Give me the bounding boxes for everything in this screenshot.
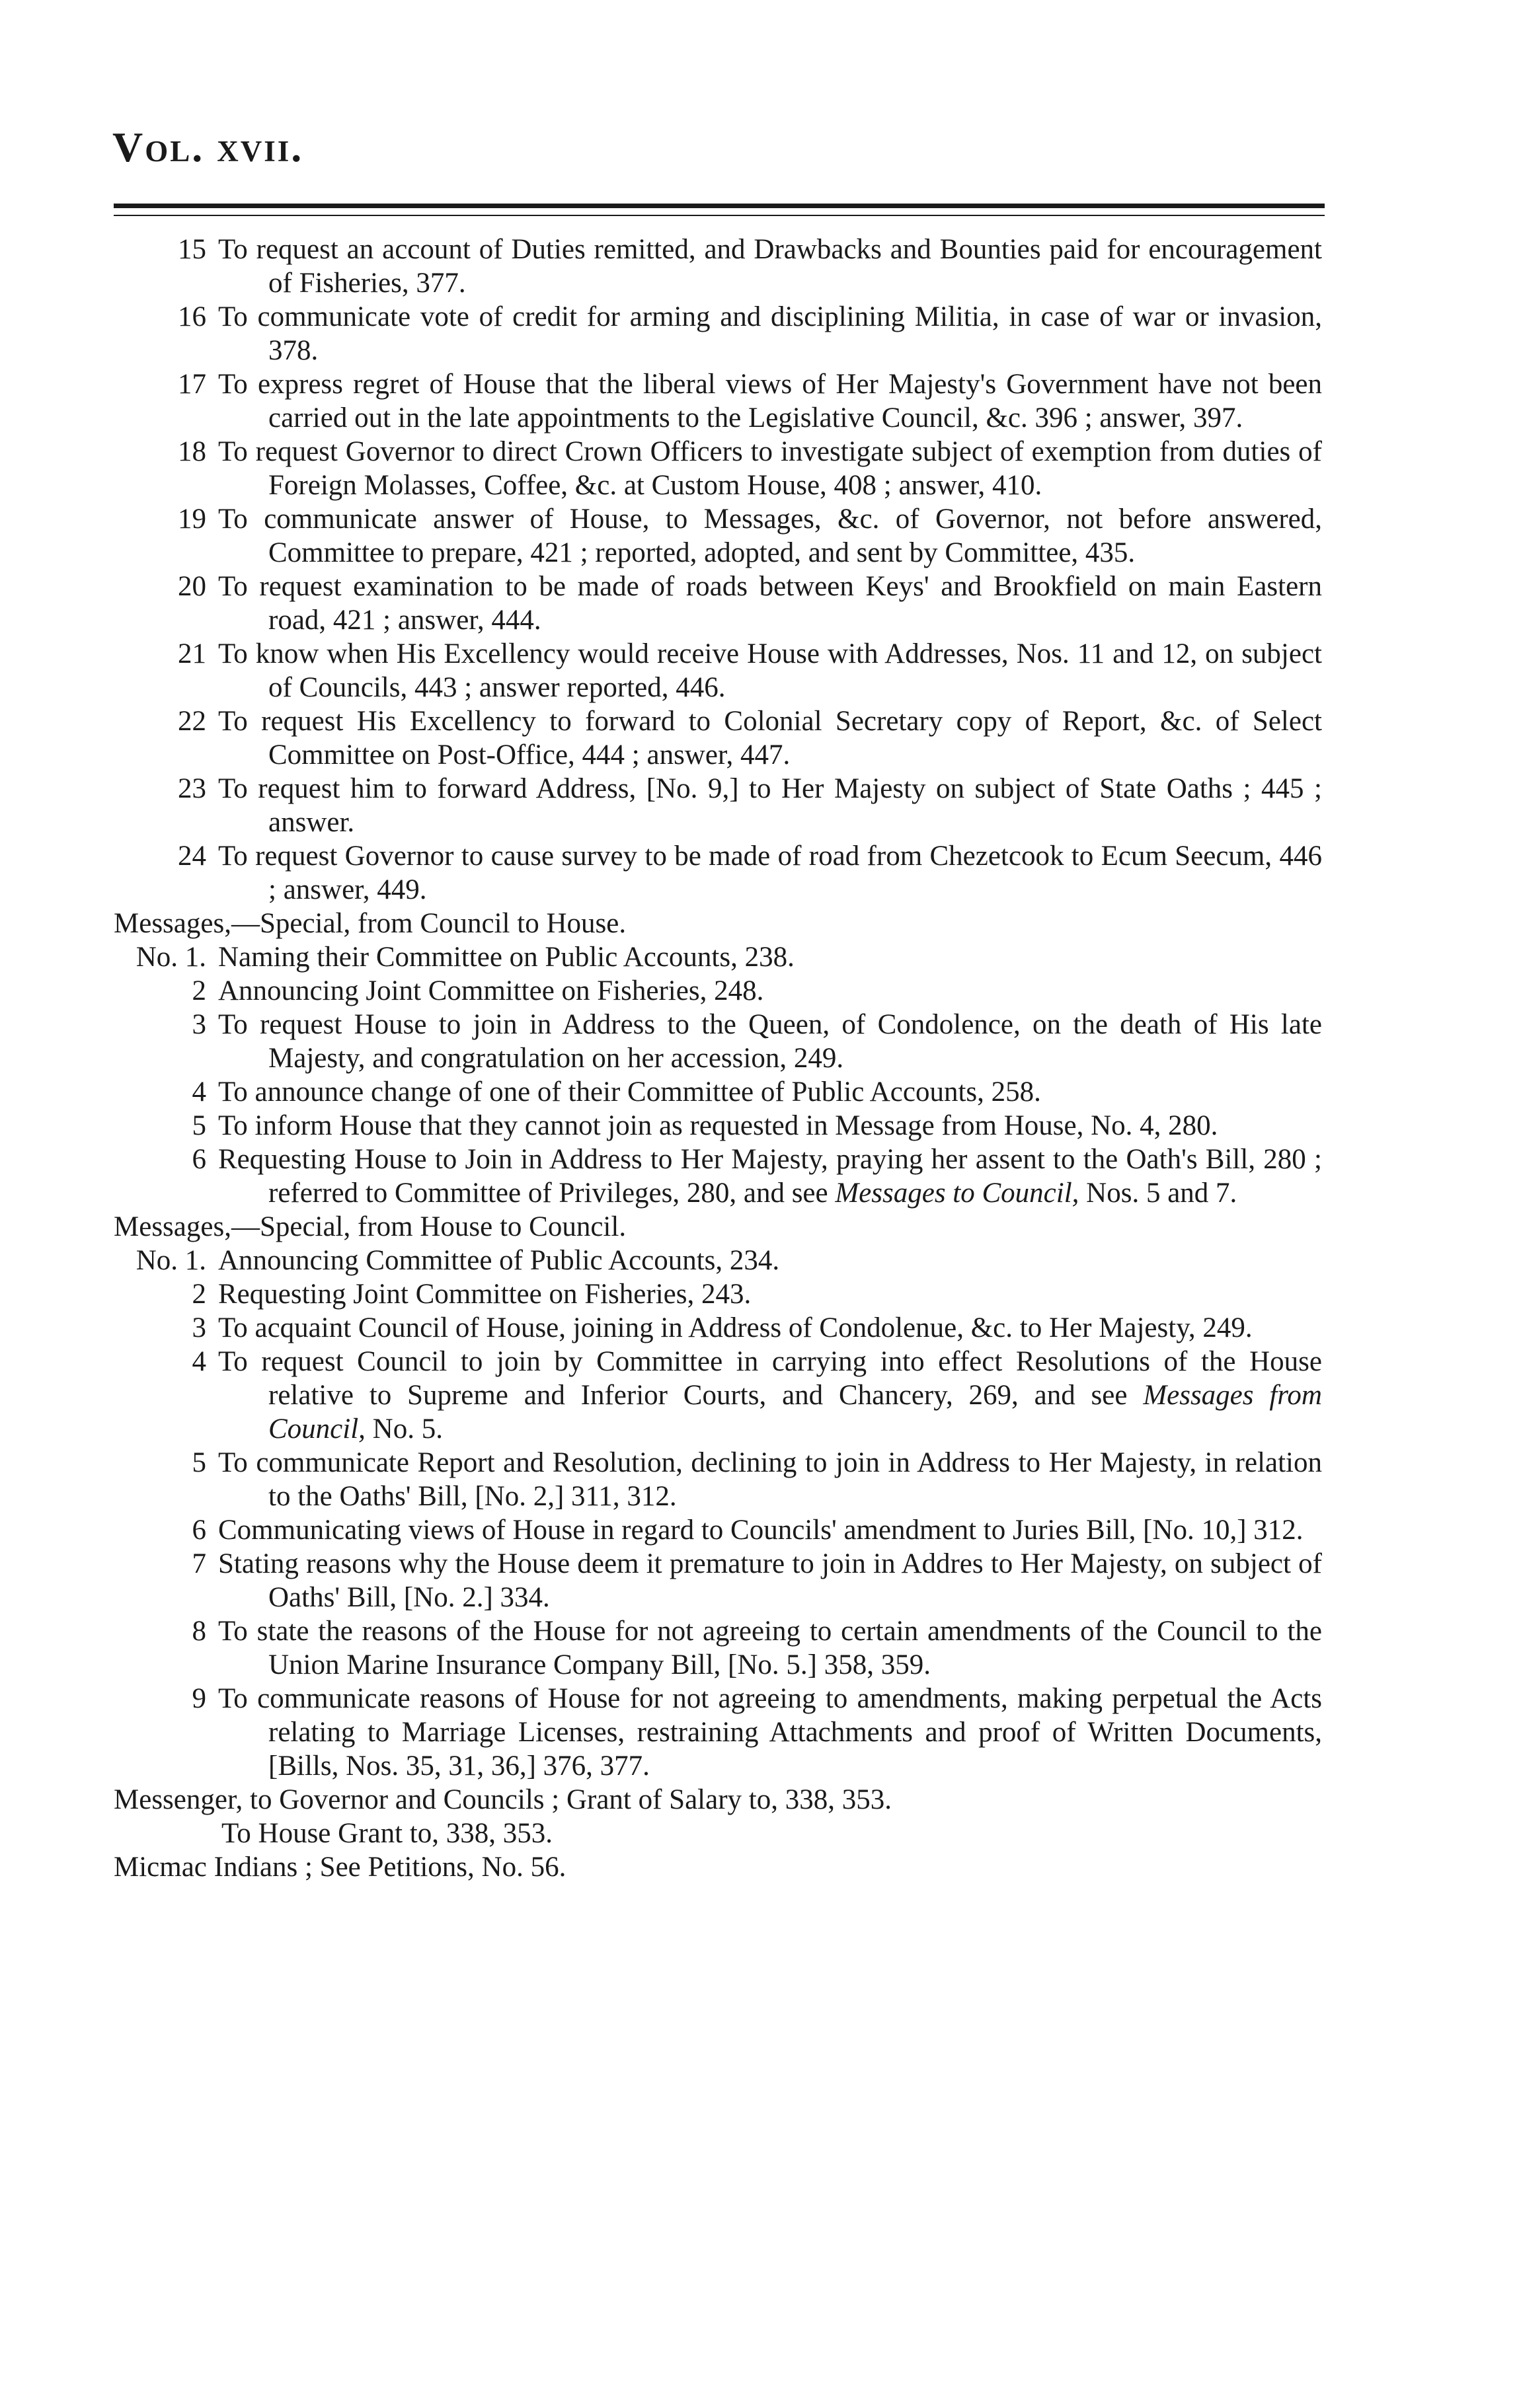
list-item	[0, 1143, 1519, 1210]
list-item	[0, 704, 1519, 772]
header-rule-thick	[114, 204, 1325, 208]
list-item	[0, 1075, 1519, 1109]
list-item	[0, 772, 1519, 839]
index-entries	[0, 233, 1519, 1884]
item-number: 9	[192, 1683, 206, 1714]
volume-header: Vol. xvii.	[112, 124, 304, 170]
item-text: To communicate answer of House, to Messages, &c. of Governor, not before answered, Committee to prepare, 421 ; reported, adopted, and sent by Committee, 435.	[218, 504, 1322, 568]
list-item	[0, 435, 1519, 502]
list-item	[0, 940, 1519, 974]
item-text: To announce change of one of their Committee of Public Accounts, 258.	[218, 1076, 1041, 1108]
item-number: 7	[192, 1548, 206, 1579]
item-number: 6	[192, 1515, 206, 1546]
item-text: Announcing Joint Committee on Fisheries, 248.	[218, 975, 764, 1006]
item-number: No. 1.	[136, 1245, 206, 1276]
item-text-main: Requesting House to Join in Address to Her Majesty, praying her assent to the Oath's Bill, 280 ; referred to Committee of Privileges, 280, and see	[218, 1144, 1322, 1209]
item-text: To request examination to be made of roads between Keys' and Brookfield on main Eastern road, 421 ; answer, 444.	[218, 571, 1322, 636]
item-text: To express regret of House that the liberal views of Her Majesty's Government have not been carried out in the late appointments to the Legislative Council, &c. 396 ; answer, 397.	[218, 369, 1322, 433]
item-number: 4	[192, 1076, 206, 1108]
list-item	[0, 367, 1519, 435]
item-number: 3	[192, 1312, 206, 1343]
micmac-entry: Micmac Indians ; See Petitions, No. 56.	[114, 1852, 566, 1883]
item-text: To communicate reasons of House for not agreeing to amendments, making perpetual the Acts relating to Marriage Licenses, restraining Attachments and proof of Written Documents, [Bills, Nos. 35, 31, 36,] 376, 377.	[218, 1683, 1322, 1782]
list-item	[0, 1277, 1519, 1311]
item-text: To request an account of Duties remitted, and Drawbacks and Bounties paid for encouragement of Fisheries, 377.	[218, 234, 1322, 299]
item-number: 6	[192, 1144, 206, 1175]
messenger-entry: Messenger, to Governor and Councils ; Grant of Salary to, 338, 353.	[114, 1784, 892, 1815]
list-item	[0, 233, 1519, 300]
list-item	[0, 1682, 1519, 1783]
list-item	[0, 570, 1519, 637]
item-text-tail: No. 5.	[365, 1413, 443, 1445]
item-number: 24	[178, 841, 206, 872]
item-text: Stating reasons why the House deem it premature to join in Addres to Her Majesty, on subject of Oaths' Bill, [No. 2.] 334.	[218, 1548, 1322, 1613]
item-text	[218, 1345, 1322, 1446]
item-text: To communicate vote of credit for arming and disciplining Militia, in case of war or invasion, 378.	[218, 301, 1322, 366]
item-text: To communicate Report and Resolution, declining to join in Address to Her Majesty, in relation to the Oaths' Bill, [No. 2,] 311, 312.	[218, 1447, 1322, 1512]
item-number: 18	[178, 436, 206, 467]
list-item	[0, 637, 1519, 704]
item-text: To request House to join in Address to the Queen, of Condolence, on the death of His late Majesty, and congratulation on her accession, 249.	[218, 1009, 1322, 1074]
item-text: To request Governor to direct Crown Officers to investigate subject of exemption from duties of Foreign Molasses, Coffee, &c. at Custom House, 408 ; answer, 410.	[218, 436, 1322, 501]
section-heading-to-council: Messages,—Special, from House to Council.	[114, 1211, 627, 1242]
list-item	[0, 1547, 1519, 1614]
item-number: 23	[178, 773, 206, 804]
list-item	[0, 502, 1519, 570]
list-item	[0, 1513, 1519, 1547]
item-text: To know when His Excellency would receive House with Addresses, Nos. 11 and 12, on subject of Councils, 443 ; answer reported, 446.	[218, 638, 1322, 703]
cross-reference: Messages to Council,	[835, 1178, 1079, 1209]
item-text: To inform House that they cannot join as requested in Message from House, No. 4, 280.	[218, 1110, 1218, 1141]
item-number: 22	[178, 706, 206, 737]
item-text: To acquaint Council of House, joining in Address of Condolenue, &c. to Her Majesty, 249.	[218, 1312, 1253, 1343]
item-number: 5	[192, 1110, 206, 1141]
item-number: 21	[178, 638, 206, 669]
item-number: 2	[192, 975, 206, 1006]
list-item	[0, 1109, 1519, 1143]
item-number: 17	[178, 369, 206, 400]
header-rule-thin	[114, 215, 1325, 216]
item-number: 15	[178, 234, 206, 265]
item-text: To request His Excellency to forward to Colonial Secretary copy of Report, &c. of Select Committee on Post-Office, 444 ; answer, 447.	[218, 706, 1322, 771]
list-item	[0, 839, 1519, 907]
list-item	[0, 1311, 1519, 1345]
list-item	[0, 300, 1519, 367]
item-text: Naming their Committee on Public Accounts, 238.	[218, 942, 795, 973]
cross-reference: Messages from Council,	[268, 1380, 1322, 1445]
item-number: 3	[192, 1009, 206, 1040]
list-item	[0, 1446, 1519, 1513]
item-text-main: To request Council to join by Committee in carrying into effect Resolutions of the House relative to Supreme and Inferior Courts, and Chancery, 269, and see	[218, 1346, 1322, 1411]
item-text: To request him to forward Address, [No. 9,] to Her Majesty on subject of State Oaths ; 445 ; answer.	[218, 773, 1322, 838]
item-number: 2	[192, 1279, 206, 1310]
list-item	[0, 1345, 1519, 1446]
section-heading-from-council: Messages,—Special, from Council to House.	[114, 908, 627, 939]
item-number: 19	[178, 504, 206, 535]
item-text: Requesting Joint Committee on Fisheries, 243.	[218, 1279, 752, 1310]
item-number: 4	[192, 1346, 206, 1377]
item-text: Communicating views of House in regard to Councils' amendment to Juries Bill, [No. 10,] 312.	[218, 1515, 1304, 1546]
list-item	[0, 1614, 1519, 1682]
item-number: No. 1.	[136, 942, 206, 973]
item-text	[218, 1143, 1322, 1210]
item-number: 5	[192, 1447, 206, 1478]
list-item	[0, 974, 1519, 1008]
list-item	[0, 1008, 1519, 1075]
item-text-tail: Nos. 5 and 7.	[1079, 1178, 1237, 1209]
item-text: Announcing Committee of Public Accounts, 234.	[218, 1245, 780, 1276]
item-text: To request Governor to cause survey to be made of road from Chezetcook to Ecum Seecum, 446 ; answer, 449.	[218, 841, 1322, 905]
messenger-subentry: To House Grant to, 338, 353.	[221, 1818, 553, 1849]
list-item	[0, 1244, 1519, 1277]
item-text: To state the reasons of the House for not agreeing to certain amendments of the Council to the Union Marine Insurance Company Bill, [No. 5.] 358, 359.	[218, 1616, 1322, 1680]
item-number: 16	[178, 301, 206, 332]
item-number: 20	[178, 571, 206, 602]
item-number: 8	[192, 1616, 206, 1647]
